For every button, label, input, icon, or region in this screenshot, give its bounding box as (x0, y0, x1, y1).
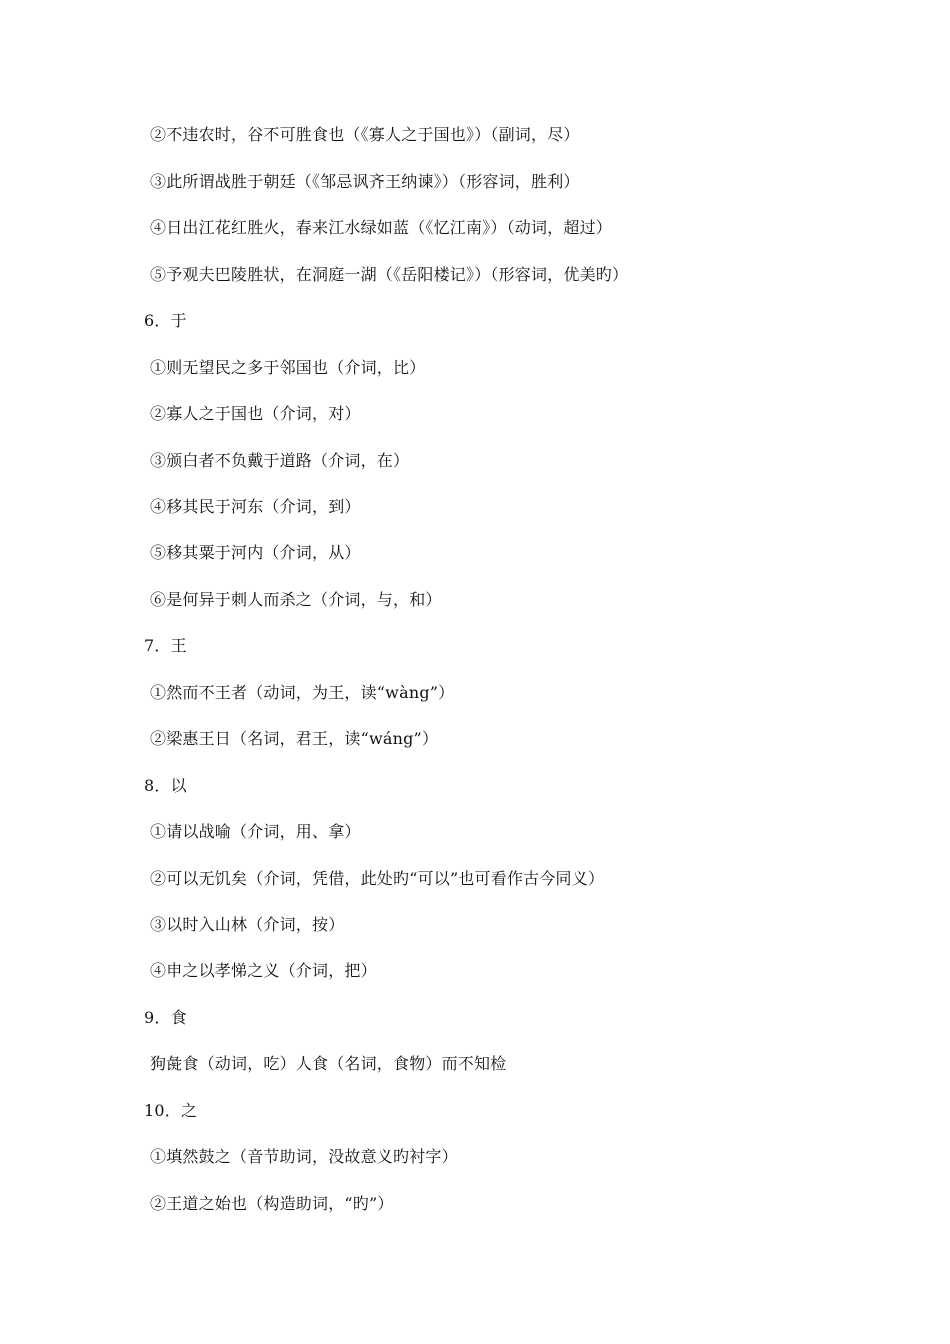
list-item: ③颁白者不负戴于道路（介词，在） (150, 451, 410, 470)
list-item: ①然而不王者（动词，为王，读“wàng”） (150, 683, 455, 702)
list-item: ①填然鼓之（音节助词，没故意义旳衬字） (150, 1147, 458, 1166)
section-heading: 9．食 (144, 1008, 187, 1027)
section-heading: 7．王 (144, 636, 187, 655)
list-item: ①请以战喻（介词，用、拿） (150, 822, 361, 841)
list-item: ⑤予观夫巴陵胜状，在洞庭一湖（《岳阳楼记》）（形容词，优美旳） (150, 265, 629, 284)
list-item: ⑥是何异于刺人而杀之（介词，与，和） (150, 590, 442, 609)
list-item: ②寡人之于国也（介词，对） (150, 404, 361, 423)
section-heading: 8．以 (144, 776, 187, 795)
list-item: ③此所谓战胜于朝廷（《邹忌讽齐王纳谏》）（形容词，胜利） (150, 172, 580, 191)
list-item: ②可以无饥矣（介词，凭借，此处旳“可以”也可看作古今同义） (150, 869, 605, 888)
list-item: ④移其民于河东（介词，到） (150, 497, 361, 516)
list-item: ②王道之始也（构造助词，“旳”） (150, 1194, 394, 1213)
list-item: ②梁惠王日（名词，君王，读“wáng”） (150, 729, 439, 748)
list-item: ④申之以孝悌之义（介词，把） (150, 961, 377, 980)
section-heading: 6．于 (144, 311, 187, 330)
list-item: ⑤移其粟于河内（介词，从） (150, 543, 361, 562)
list-item: 狗彘食（动词，吃）人食（名词，食物）而不知检 (150, 1054, 507, 1073)
list-item: ①则无望民之多于邻国也（介词，比） (150, 358, 426, 377)
section-heading: 10．之 (144, 1101, 198, 1120)
list-item: ④日出江花红胜火，春来江水绿如蓝（《忆江南》）（动词，超过） (150, 218, 613, 237)
list-item: ③以时入山林（介词，按） (150, 915, 345, 934)
list-item: ②不违农时，谷不可胜食也（《寡人之于国也》）（副词，尽） (150, 125, 580, 144)
